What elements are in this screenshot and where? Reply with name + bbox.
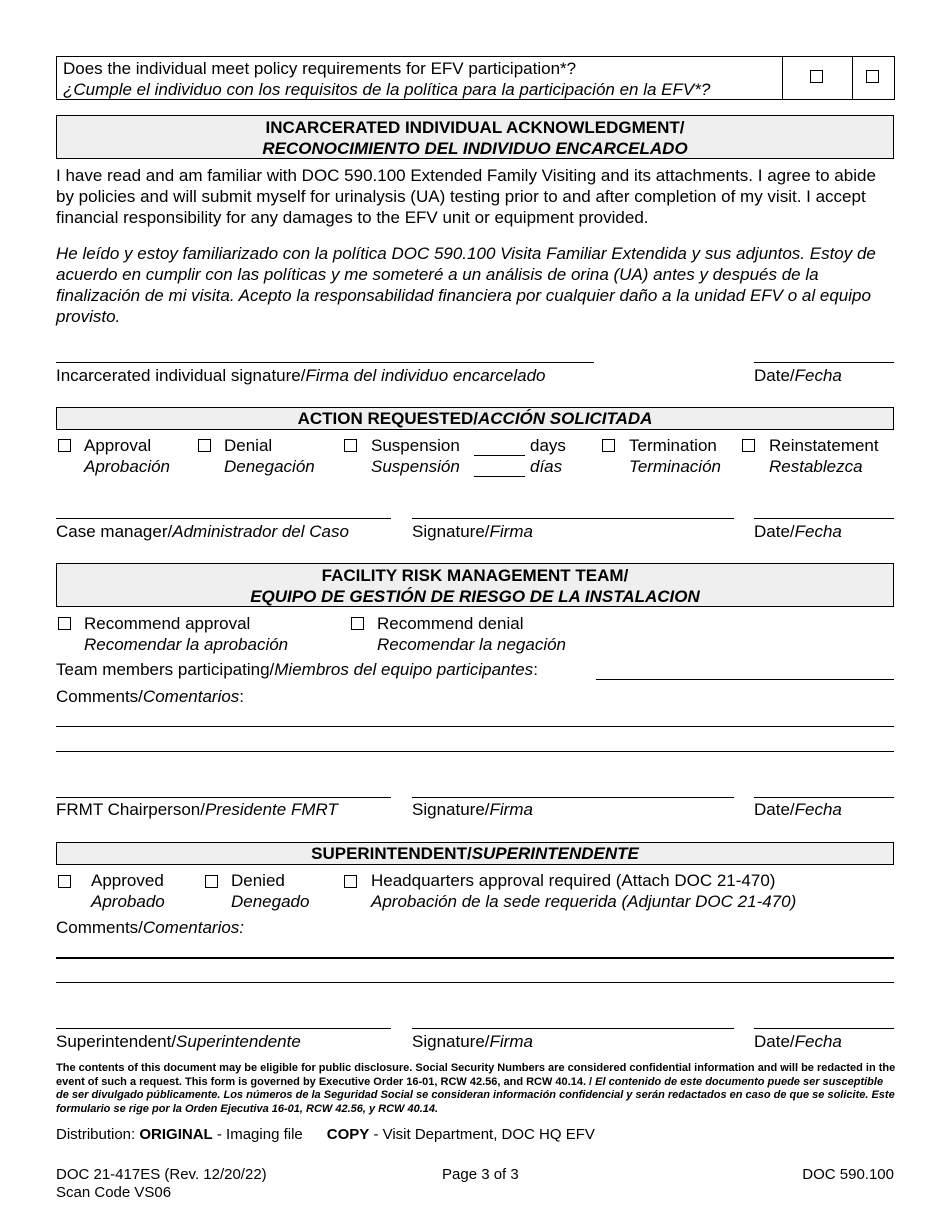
distribution-line: Distribution: ORIGINAL - Imaging file COPY - Visit Department, DOC HQ EFV [56, 1126, 595, 1143]
supt-comments-line-2[interactable] [56, 982, 894, 983]
supt-date-line[interactable] [754, 1028, 894, 1029]
reinstatement-checkbox[interactable] [742, 439, 755, 452]
page-number: Page 3 of 3 [442, 1166, 519, 1183]
reinstatement-label: Reinstatement Restablezca [769, 436, 879, 476]
denial-label: Denial Denegación [224, 436, 315, 476]
suspension-days-field[interactable] [474, 455, 525, 456]
supt-signature-label: Signature/Firma [412, 1032, 533, 1051]
ack-date-line[interactable] [754, 362, 894, 363]
days-label: days días [530, 436, 566, 476]
approval-checkbox[interactable] [58, 439, 71, 452]
frmt-chair-line[interactable] [56, 797, 391, 798]
termination-checkbox[interactable] [602, 439, 615, 452]
frmt-header: FACILITY RISK MANAGEMENT TEAM/ EQUIPO DE GESTIÓN DE RIESGO DE LA INSTALACION [56, 563, 894, 607]
frmt-signature-label: Signature/Firma [412, 800, 533, 819]
approval-label: Approval Aprobación [84, 436, 171, 476]
recommend-denial-checkbox[interactable] [351, 617, 364, 630]
policy-number: DOC 590.100 [802, 1166, 894, 1183]
ack-paragraph-es: He leído y estoy familiarizado con la política DOC 590.100 Visita Familiar Extendida y sus adjuntos. Estoy de acuerdo en cumplir con las políticas y me someteré a un análisis de orina (UA) antes y después de la finalización de mi visita. Acepto la responsabilidad financiera por cualquier daño a la unidad EFV o al equipo provisto. [56, 244, 876, 326]
policy-question-es: ¿Cumple el individuo con los requisitos de la política para la participación en la EFV*? [63, 80, 711, 99]
supt-date-label: Date/Fecha [754, 1032, 842, 1051]
action-signature-line[interactable] [412, 518, 734, 519]
hq-approval-label: Headquarters approval required (Attach DOC 21-470) Aprobación de la sede requerida (Adjuntar DOC 21-470) [371, 871, 797, 911]
termination-label: Termination Terminación [629, 436, 721, 476]
frmt-date-label: Date/Fecha [754, 800, 842, 819]
denial-checkbox[interactable] [198, 439, 211, 452]
supt-comments-label: Comments/Comentarios: [56, 918, 245, 937]
form-number: DOC 21-417ES (Rev. 12/20/22) [56, 1166, 267, 1183]
recommend-approval-label: Recommend approval Recomendar la aprobación [84, 614, 289, 654]
supt-signature-line[interactable] [412, 1028, 734, 1029]
ack-signature-label: Incarcerated individual signature/Firma del individuo encarcelado [56, 366, 546, 385]
frmt-date-line[interactable] [754, 797, 894, 798]
frmt-comments-line-2[interactable] [56, 751, 894, 752]
case-manager-label: Case manager/Administrador del Caso [56, 522, 349, 541]
action-date-line[interactable] [754, 518, 894, 519]
suspension-dias-field[interactable] [474, 476, 525, 477]
team-members-field[interactable] [596, 679, 894, 680]
action-signature-label: Signature/Firma [412, 522, 533, 541]
supt-name-label: Superintendent/Superintendente [56, 1032, 301, 1051]
ack-date-label: Date/Fecha [754, 366, 842, 385]
team-members-label: Team members participating/Miembros del equipo participantes: [56, 660, 538, 679]
frmt-chair-label: FRMT Chairperson/Presidente FMRT [56, 800, 338, 819]
ack-title-en: INCARCERATED INDIVIDUAL ACKNOWLEDGMENT/ [265, 118, 685, 137]
denied-checkbox[interactable] [205, 875, 218, 888]
policy-yes-checkbox[interactable] [810, 70, 823, 83]
ack-title-es: RECONOCIMIENTO DEL INDIVIDUO ENCARCELADO [262, 139, 688, 158]
frmt-signature-line[interactable] [412, 797, 734, 798]
supt-comments-line-1[interactable] [56, 957, 894, 959]
case-manager-line[interactable] [56, 518, 391, 519]
frmt-comments-label: Comments/Comentarios: [56, 687, 245, 706]
frmt-comments-line-1[interactable] [56, 726, 894, 727]
disclosure-text: The contents of this document may be eligible for public disclosure. Social Security Numbers are considered confidential information and will be redacted in the event of such a request. This form is governed by Executive Order 16-01, RCW 42.56, and RCW 40.14. / El contenido de este documento puede ser susceptible de ser divulgado públicamente. Los números de la Seguridad Social se consideran información confidencial y serán redactados en caso de que se solicite. Este formulario se rige por la Orden Ejecutiva 16-01, RCW 42.56, y RCW 40.14. [56, 1062, 896, 1115]
approved-label: Approved Aprobado [91, 871, 165, 911]
recommend-denial-label: Recommend denial Recomendar la negación [377, 614, 567, 654]
recommend-approval-checkbox[interactable] [58, 617, 71, 630]
approved-checkbox[interactable] [58, 875, 71, 888]
supt-header: SUPERINTENDENT/SUPERINTENDENTE [56, 842, 894, 865]
policy-no-checkbox[interactable] [866, 70, 879, 83]
supt-name-line[interactable] [56, 1028, 391, 1029]
ack-signature-line[interactable] [56, 362, 594, 363]
action-header: ACTION REQUESTED/ACCIÓN SOLICITADA [56, 407, 894, 430]
action-date-label: Date/Fecha [754, 522, 842, 541]
suspension-checkbox[interactable] [344, 439, 357, 452]
suspension-label: Suspension Suspensión [371, 436, 460, 476]
ack-paragraph-en: I have read and am familiar with DOC 590.100 Extended Family Visiting and its attachments. I agree to abide by policies and will submit myself for urinalysis (UA) testing prior to and after completion of my visit. I accept financial responsibility for any damages to the EFV unit or equipment provided. [56, 166, 876, 227]
policy-question-en: Does the individual meet policy requirements for EFV participation*? [63, 59, 577, 78]
hq-approval-checkbox[interactable] [344, 875, 357, 888]
denied-label: Denied Denegado [231, 871, 310, 911]
scan-code: Scan Code VS06 [56, 1184, 172, 1201]
ack-header [56, 115, 894, 159]
